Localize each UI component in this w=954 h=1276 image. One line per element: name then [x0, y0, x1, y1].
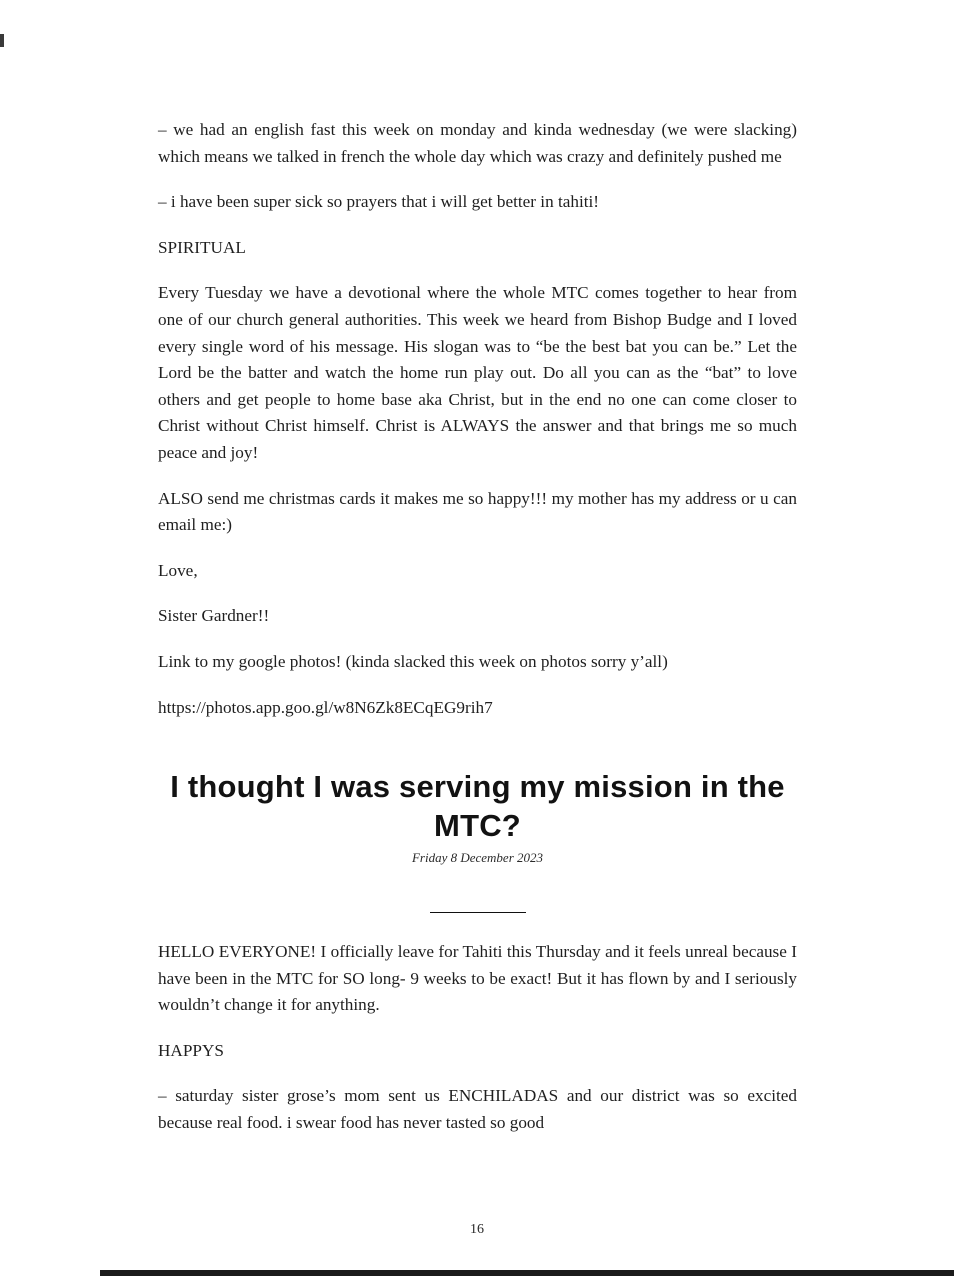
paragraph-christmas-cards: ALSO send me christmas cards it makes me so happy!!! my mother has my address or u can email me:) — [158, 488, 797, 535]
google-photos-link[interactable]: https://photos.app.goo.gl/w8N6Zk8ECqEG9rih7 — [158, 697, 493, 717]
paragraph-photos-note: Link to my google photos! (kinda slacked this week on photos sorry y’all) — [158, 651, 668, 671]
paragraph-devotional: Every Tuesday we have a devotional where the whole MTC comes together to hear from one of our church general authorities. This week we heard from Bishop Budge and I loved every single word of his message. His slogan was to “be the best bat you can be.” Let the Lord be the batter and watch the home run play out. Do all you can as the “bat” to love others and get people to home base aka Christ, but in the end no one can come closer to Christ without Christ himself. Christ is ALWAYS the answer and that brings me so much peace and joy! — [158, 283, 797, 462]
post-header — [158, 767, 797, 866]
post-divider — [430, 912, 526, 913]
post-title: I thought I was serving my mission in the MTC? — [170, 769, 785, 844]
paragraph-sick: – i have been super sick so prayers that i will get better in tahiti! — [158, 192, 600, 212]
paragraph-signoff-love: Love, — [158, 560, 198, 580]
paragraph-signature: Sister Gardner!! — [158, 606, 270, 626]
paragraph-hello-everyone: HELLO EVERYONE! I officially leave for Tahiti this Thursday and it feels unreal because I have been in the MTC for SO long- 9 weeks to be exact! But it has flown by and I seriously wouldn’t change it for anything. — [158, 942, 797, 1015]
scan-artifact-left — [0, 34, 4, 47]
paragraph-english-fast: – we had an english fast this week on monday and kinda wednesday (we were slacking) which means we talked in french the whole day which was crazy and definitely pushed me — [158, 120, 797, 166]
section-label-spiritual: SPIRITUAL — [158, 237, 246, 257]
post-date: Friday 8 December 2023 — [411, 850, 544, 866]
page-content — [158, 117, 797, 1156]
paragraph-enchiladas: – saturday sister grose’s mom sent us ENCHILADAS and our district was so excited because real food. i swear food has never tasted so good — [158, 1086, 797, 1133]
page-number: 16 — [470, 1222, 484, 1237]
scan-artifact-bottom — [100, 1270, 954, 1276]
section-label-happys: HAPPYS — [158, 1040, 224, 1060]
